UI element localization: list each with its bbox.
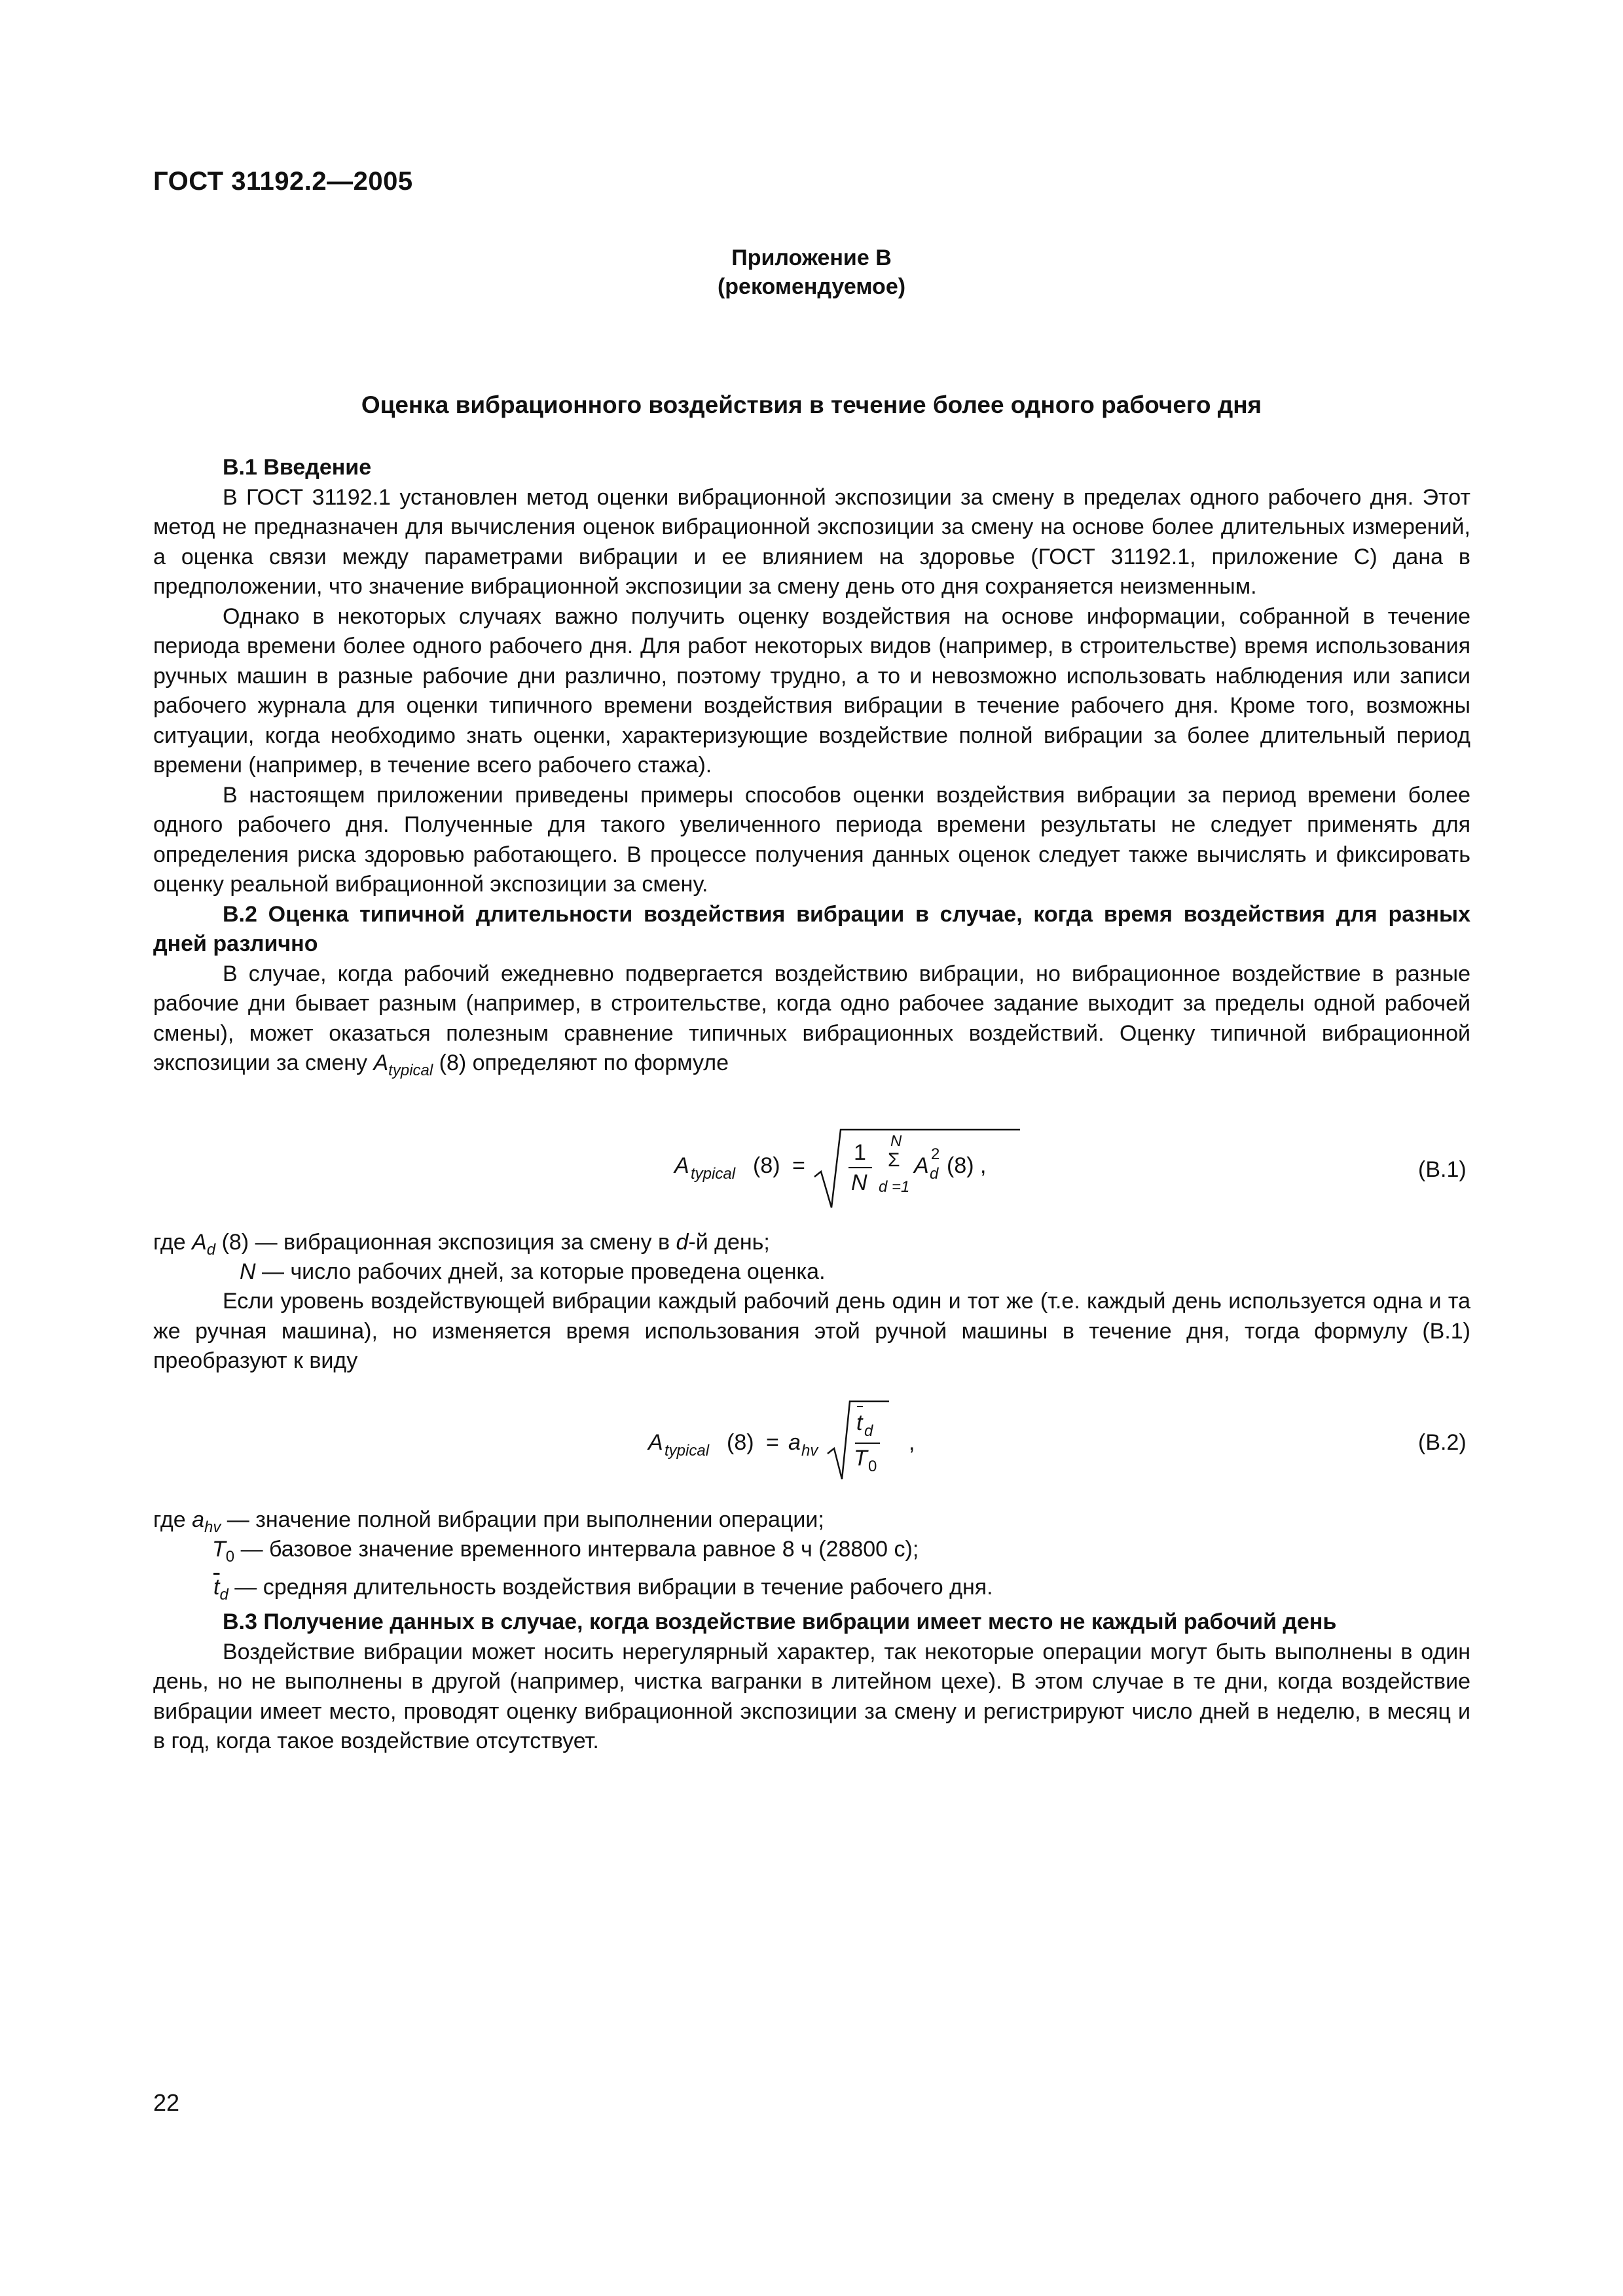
paragraph-b3-1: Воздействие вибрации может носить нерегулярный характер, так некоторые операции могут быть выполнены в один день, но не выполнены в другой (например, чистка вагранки в литейном цехе). В этом случае в те дни, когда воздействие вибрации имеет место, проводят оценку вибрационной экспозиции за смену и регистрируют число дней в неделю, в месяц и в год, когда такое воздействие отсутствует. <box>153 1639 1470 1753</box>
paragraph-b1-1: В ГОСТ 31192.1 установлен метод оценки вибрационной экспозиции за смену в пределах одного рабочего дня. Этот метод не предназначен для вычисления оценок вибрационной экспозиции за смену на основе более длительных измерений, а оценка связи между параметрами вибрации и ее влиянием на здоровье (ГОСТ 31192.1, приложение С) дана в предположении, что значение вибрационной экспозиции за смену день ото дня сохраняется неизменным. <box>153 484 1470 599</box>
annex-status: (рекомендуемое) <box>717 274 906 299</box>
paragraph-b2-1: В случае, когда рабочий ежедневно подвергается воздействию вибрации, но вибрационное воздействие в разные рабочие дни бывает разным (например, в строительстве, когда одно рабочее задание выходит за пределы одной рабочей смены), может оказаться полезным сравнение типичных вибрационных воздействий. Оценку типичной вибрационной экспозиции за смену $A_{typical}$ (8) определяют по формуле <box>153 961 1470 1079</box>
where-entry-td: $\overline{t}_d$ — средняя длительность воздействия вибрации в течение рабочего дня. <box>213 1575 993 1604</box>
section-heading-b2: В.2 Оценка типичной длительности воздействия вибрации в случае, когда время воздействия для разных дней различно <box>153 901 1470 956</box>
body-text-block-2 <box>153 1287 1470 1376</box>
where-entry-t0: $T_0$ — базовое значение временного интервала равное 8 ч (28800 с); <box>212 1537 919 1566</box>
equation-number-b1: (В.1) <box>1418 1157 1467 1182</box>
where-entry-ad: где $A_d$ (8) — вибрационная экспозиция за смену в d-й день; <box>153 1230 770 1259</box>
body-text-block-1 <box>153 453 1470 1085</box>
main-title: Оценка вибрационного воздействия в течение более одного рабочего дня <box>361 391 1262 418</box>
paragraph-b2-2: Если уровень воздействующей вибрации каждый рабочий день один и тот же (т.е. каждый день используется одна и та же ручная машина), но изменяется время использования этой ручной машины в течение дня, тогда формулу (В.1) преобразуют к виду <box>153 1289 1470 1373</box>
formula-b2: A typical (8) = a hv t d T 0 , <box>648 1397 949 1482</box>
body-text-block-3 <box>153 1607 1470 1757</box>
section-heading-b3: В.3 Получение данных в случае, когда воздействие вибрации имеет место не каждый рабочий день <box>223 1609 1337 1634</box>
document-header-id: ГОСТ 31192.2—2005 <box>153 167 413 196</box>
paragraph-b1-3: В настоящем приложении приведены примеры способов оценки воздействия вибрации за период времени более одного рабочего дня. Полученные для такого увеличенного периода времени результаты не следует применять для определения риска здоровью работающего. В процессе получения данных оценок следует также вычислять и фиксировать оценку реальной вибрационной экспозиции за смену. <box>153 782 1470 897</box>
where-entry-ahv: где $a_{hv}$ — значение полной вибрации при выполнении операции; <box>153 1507 824 1536</box>
paragraph-b1-2: Однако в некоторых случаях важно получить оценку воздействия на основе информации, собранной в течение периода времени более одного рабочего дня. Для работ некоторых видов (например, в строительстве) время использования ручных машин в разные рабочие дни различно, поэтому трудно, а то и невозможно использовать наблюдения или записи рабочего журнала для оценки типичного времени воздействия вибрации в течение рабочего дня. Кроме того, возможны ситуации, когда необходимо знать оценки, характеризующие воздействие полной вибрации за более длительный период времени (например, в течение всего рабочего стажа). <box>153 603 1470 778</box>
formula-b1: A typical (8) = 1 N N Σ d =1 A 2 d (8) , <box>674 1126 1015 1211</box>
annex-title: Приложение В <box>731 245 892 270</box>
where-entry-n: N — число рабочих дней, за которые проведена оценка. <box>240 1259 826 1284</box>
page-number: 22 <box>153 2089 180 2116</box>
equation-number-b2: (В.2) <box>1418 1430 1467 1455</box>
section-heading-b1: В.1 Введение <box>223 455 372 480</box>
